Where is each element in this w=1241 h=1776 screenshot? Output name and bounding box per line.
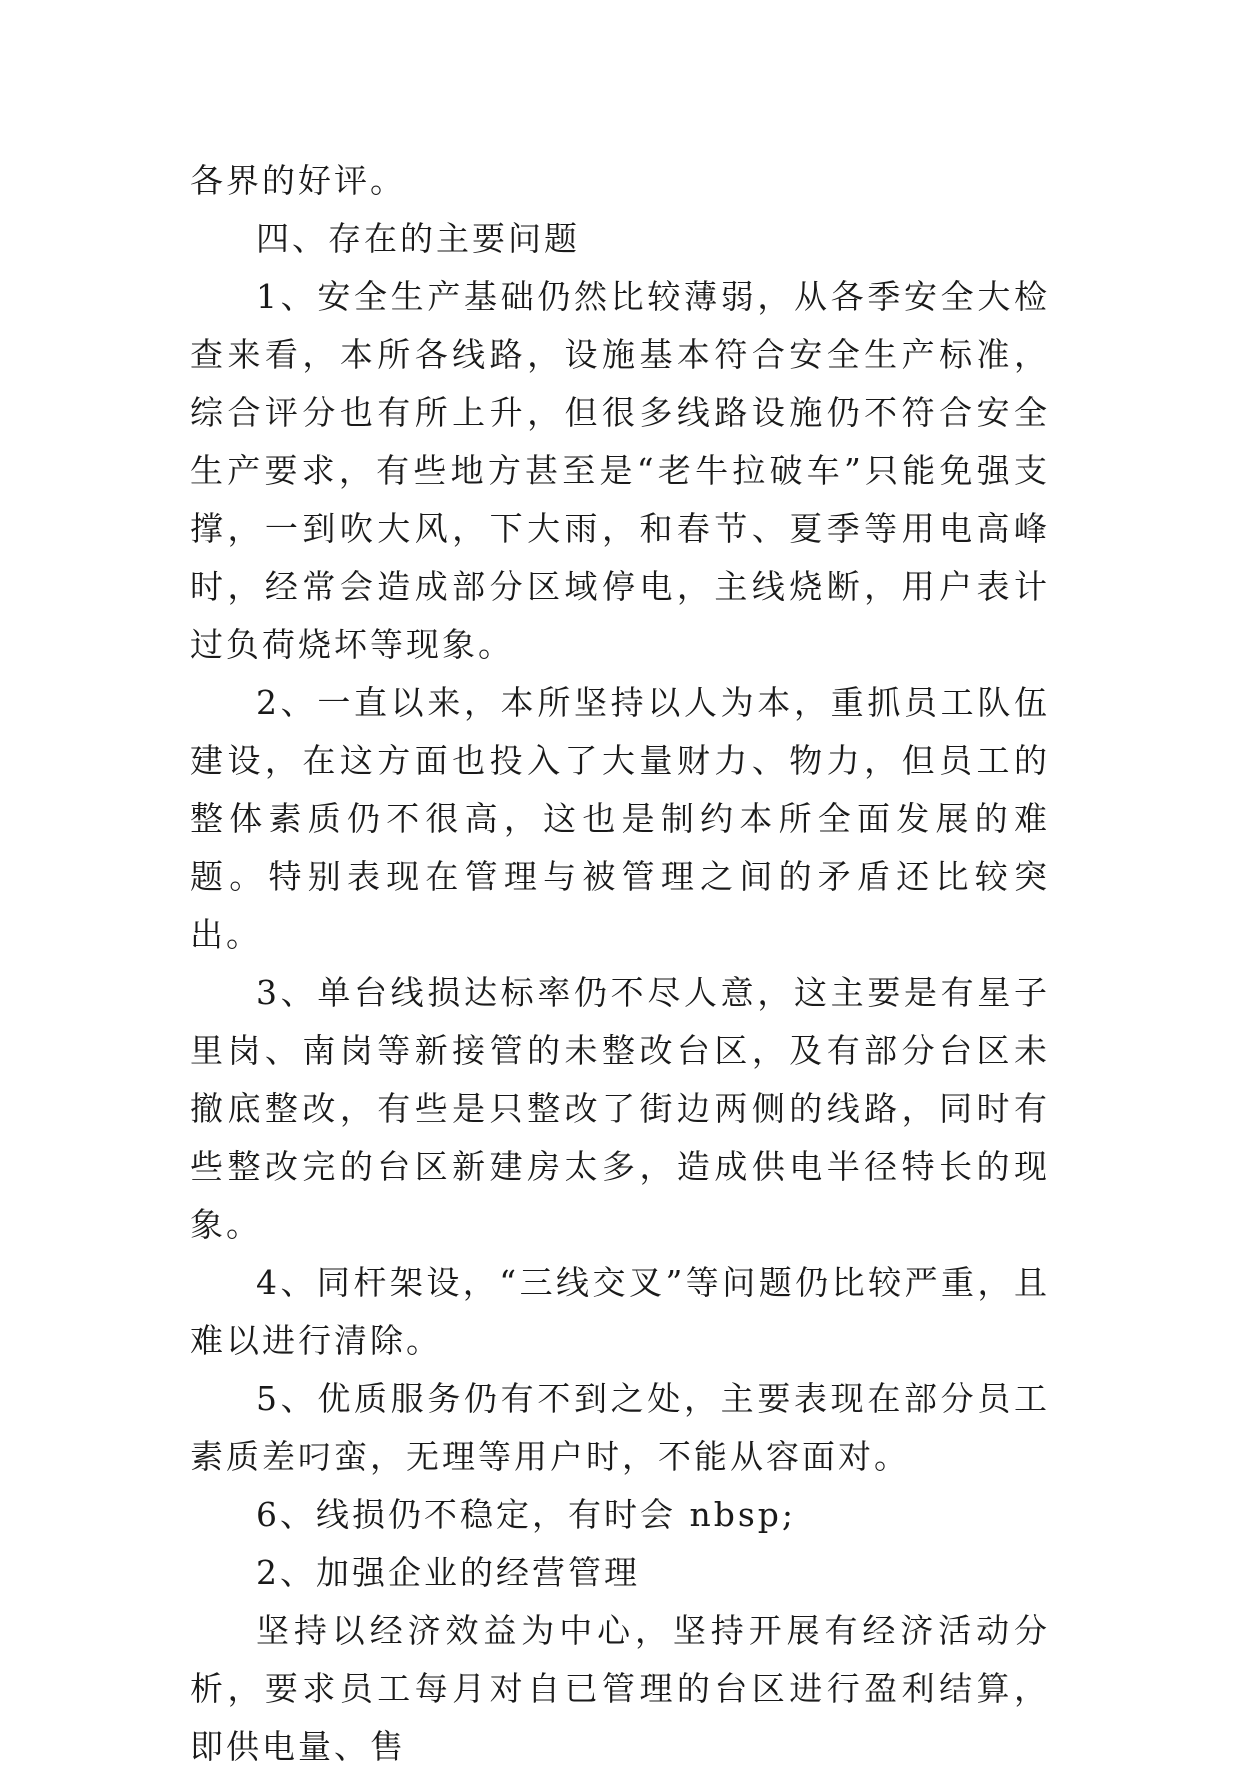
paragraph-management: 坚持以经济效益为中心，坚持开展有经济活动分析，要求员工每月对自已管理的台区进行盈利结算，即供电量、售 [190,1611,1050,1766]
paragraph-item-5: 5、优质服务仍有不到之处，主要表现在部分员工素质差叼蛮，无理等用户时，不能从容面对。 [190,1379,1050,1476]
paragraph-item-4: 4、同杆架设，“三线交叉”等问题仍比较严重，且难以进行清除。 [190,1263,1050,1360]
section-heading-management: 2、加强企业的经营管理 [256,1553,640,1592]
paragraph-item-2: 2、一直以来，本所坚持以人为本，重抓员工队伍建设，在这方面也投入了大量财力、物力，但员工的整体素质仍不很高，这也是制约本所全面发展的难题。特别表现在管理与被管理之间的矛盾还比较突出。 [190,683,1050,954]
section-heading-problems: 四、存在的主要问题 [256,219,580,258]
paragraph-item-1: 1、安全生产基础仍然比较薄弱，从各季安全大检查来看，本所各线路，设施基本符合安全生产标准，综合评分也有所上升，但很多线路设施仍不符合安全生产要求，有些地方甚至是“老牛拉破车”只能免强支撑，一到吹大风，下大雨，和春节、夏季等用电高峰时，经常会造成部分区域停电，主线烧断，用户表计过负荷烧坏等现象。 [190,277,1050,664]
paragraph-item-6: 6、线损仍不稳定，有时会 nbsp; [256,1495,797,1534]
document-body [190,152,1050,1776]
paragraph-continuation: 各界的好评。 [190,161,406,200]
paragraph-item-3: 3、单台线损达标率仍不尽人意，这主要是有星子里岗、南岗等新接管的未整改台区，及有部分台区未撤底整改，有些是只整改了街边两侧的线路，同时有些整改完的台区新建房太多，造成供电半径特长的现象。 [190,973,1050,1244]
